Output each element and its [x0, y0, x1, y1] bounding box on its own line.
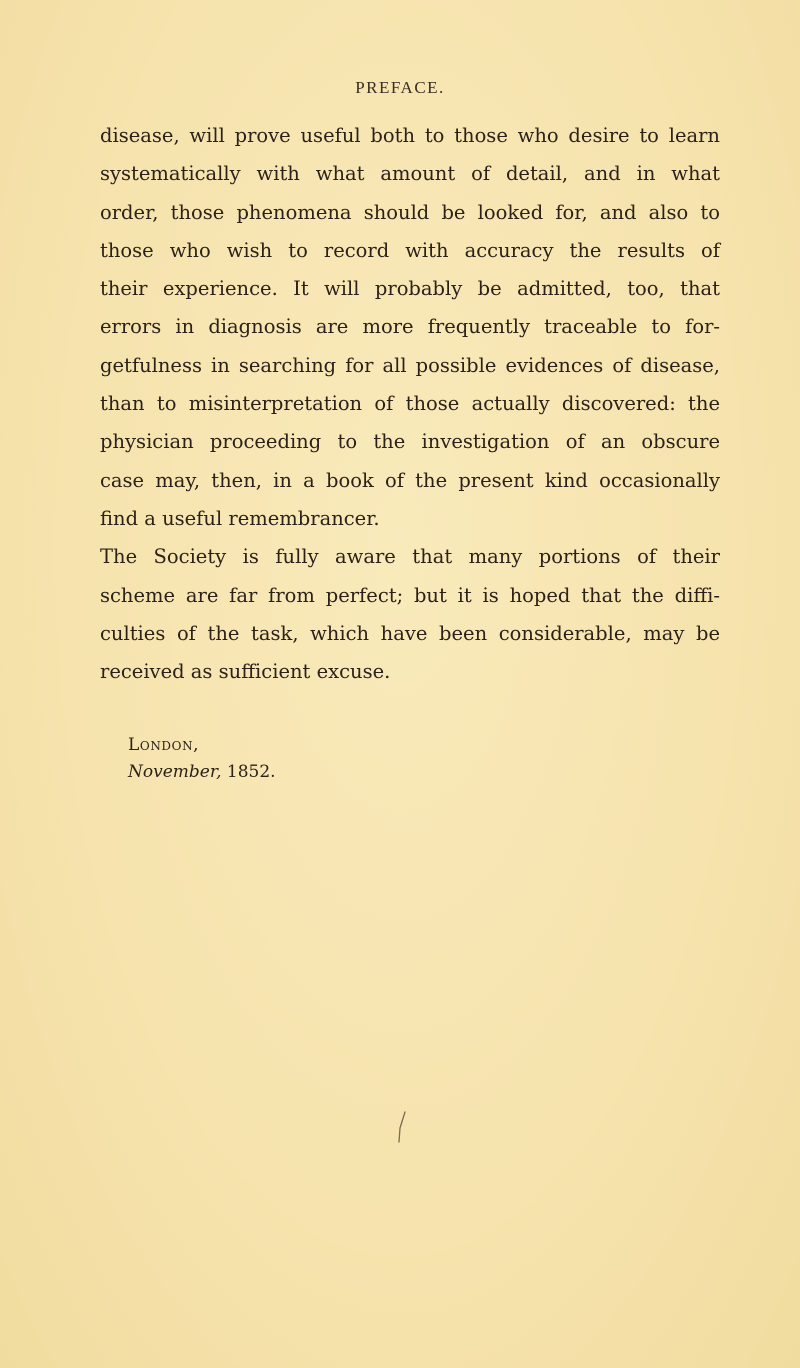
text-line: case may, then, in a book of the present kind occasionally [100, 468, 720, 492]
running-head: PREFACE. [355, 78, 445, 97]
text-line: errors in diagnosis are more frequently traceable to for- [100, 315, 720, 339]
text-line: culties of the task, which have been considerable, may be [100, 621, 720, 645]
body-text [100, 117, 720, 691]
text-line: find a useful remembrancer. [100, 506, 380, 530]
signature-place: London, [128, 735, 200, 755]
text-line: those who wish to record with accuracy the results of [100, 238, 720, 262]
text-line: scheme are far from perfect; but it is hoped that the diffi- [100, 583, 720, 607]
text-line: systematically with what amount of detail, and in what [100, 162, 720, 186]
stray-pencil-mark [396, 1110, 408, 1146]
signature-year: 1852. [226, 762, 276, 782]
signature-date [128, 759, 276, 786]
text-line: order, those phenomena should be looked for, and also to [100, 200, 720, 224]
text-line: than to misinterpretation of those actually discovered: the [100, 392, 720, 416]
text-line: The Society is fully aware that many portions of their [100, 545, 720, 569]
text-line: getfulness in searching for all possible evidences of disease, [100, 353, 720, 377]
signature-block [128, 732, 276, 786]
text-line: physician proceeding to the investigation of an obscure [100, 430, 720, 454]
text-line: their experience. It will probably be admitted, too, that [100, 277, 720, 301]
text-line: received as sufficient excuse. [100, 660, 391, 684]
text-line: disease, will prove useful both to those who desire to learn [100, 124, 720, 147]
signature-month: November, [128, 762, 222, 782]
